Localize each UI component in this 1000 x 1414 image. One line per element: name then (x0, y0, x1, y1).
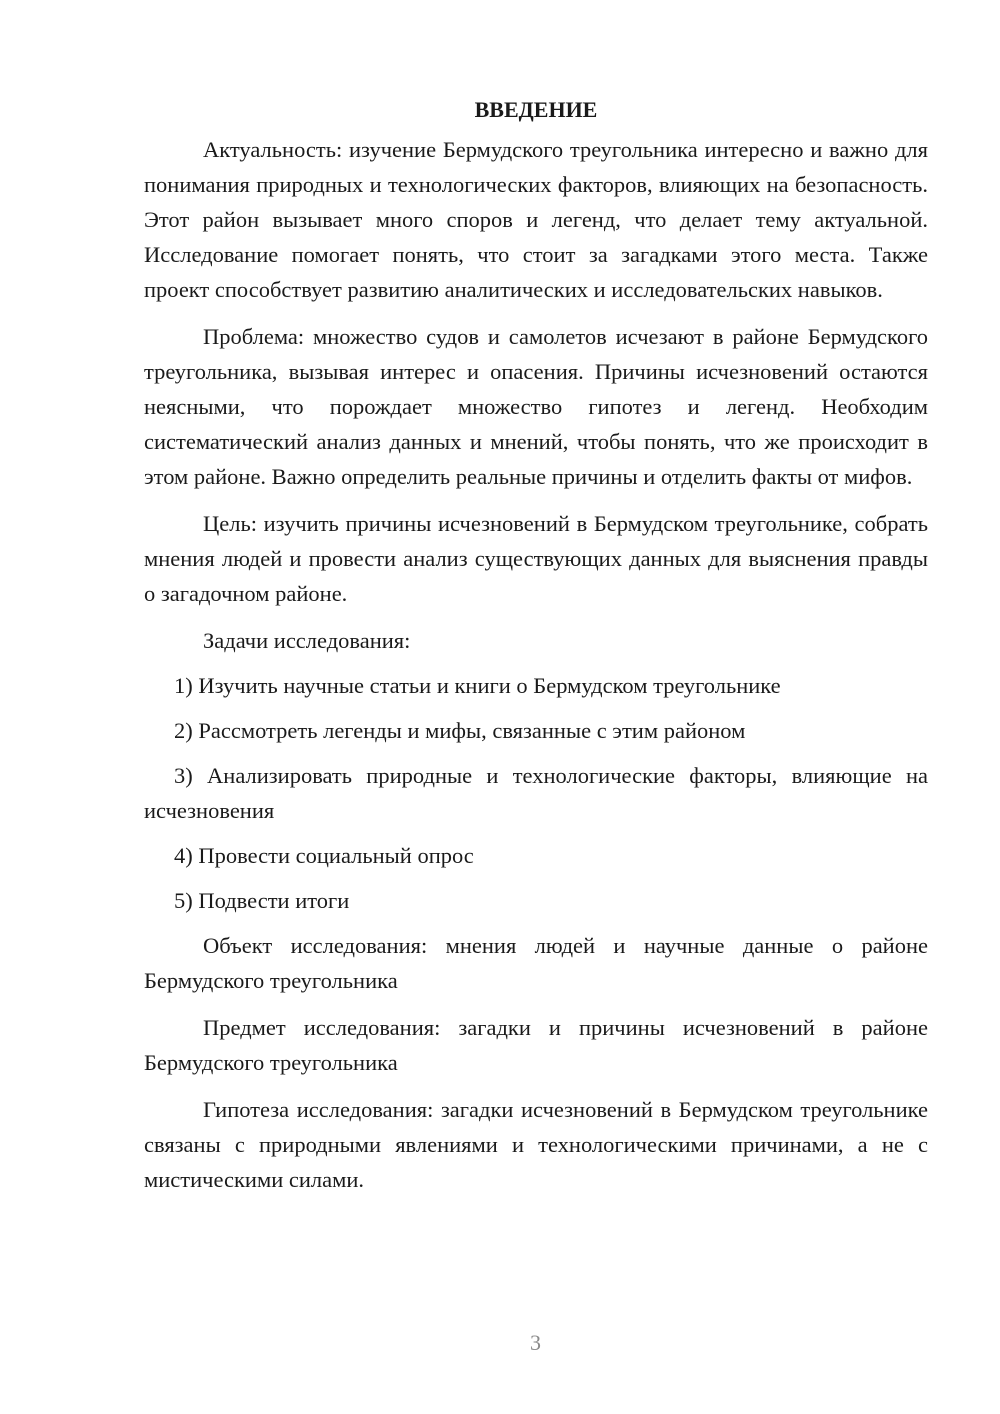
page-number: 3 (530, 1330, 541, 1355)
object-paragraph: Объект исследования: мнения людей и научные данные о районе Бермудского треугольника (144, 933, 928, 993)
task-item: 1) Изучить научные статьи и книги о Бермудском треугольнике (174, 673, 781, 698)
task-item: 4) Провести социальный опрос (174, 843, 474, 868)
hypothesis-paragraph: Гипотеза исследования: загадки исчезновений в Бермудском треугольнике связаны с природными явлениями и технологическими причинами, а не с мистическими силами. (144, 1097, 928, 1192)
tasks-heading: Задачи исследования: (203, 628, 411, 653)
relevance-paragraph: Актуальность: изучение Бермудского треугольника интересно и важно для понимания природных и технологических факторов, влияющих на безопасность. Этот район вызывает много споров и легенд, что делает тему актуальной. Исследование помогает понять, что стоит за загадками этого места. Также проект способствует развитию аналитических и исследовательских навыков. (144, 137, 928, 302)
task-item: 5) Подвести итоги (174, 888, 350, 913)
page-title: ВВЕДЕНИЕ (474, 97, 598, 122)
problem-paragraph: Проблема: множество судов и самолетов исчезают в районе Бермудского треугольника, вызывая интерес и опасения. Причины исчезновений остаются неясными, что порождает множество гипотез и легенд. Необходим систематический анализ данных и мнений, чтобы понять, что же происходит в этом районе. Важно определить реальные причины и отделить факты от мифов. (144, 324, 928, 489)
task-item: 3) Анализировать природные и технологические факторы, влияющие на исчезновения (144, 763, 928, 823)
document-page (144, 92, 928, 1209)
task-item: 2) Рассмотреть легенды и мифы, связанные с этим районом (174, 718, 746, 743)
goal-paragraph: Цель: изучить причины исчезновений в Бермудском треугольнике, собрать мнения людей и провести анализ существующих данных для выяснения правды о загадочном районе. (144, 511, 928, 606)
subject-paragraph: Предмет исследования: загадки и причины исчезновений в районе Бермудского треугольника (144, 1015, 928, 1075)
